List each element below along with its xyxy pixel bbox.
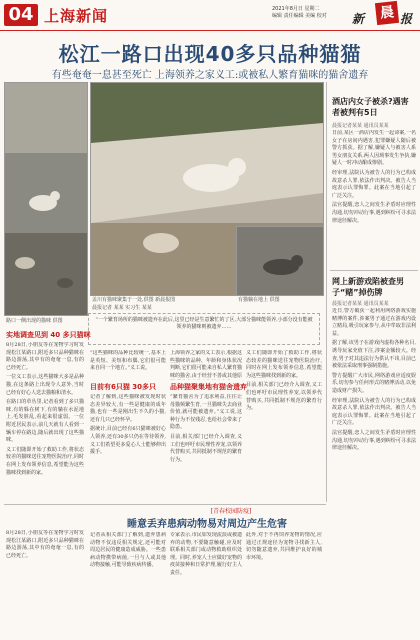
photo-cat-ground — [236, 226, 324, 296]
logo-right: 报 — [400, 12, 413, 26]
article-column-4 — [246, 350, 322, 502]
newspaper-logo — [352, 2, 416, 28]
dateline — [272, 6, 352, 20]
paragraph: 在路口的草丛里,记者看到了多只猫咪,有的躲在树下,有的躺在水泥地上,毛发脏乱,看起来很虚弱。一位附近居民表示,前几天就有人看到一辆车停在路边,随后就出现了这些猫咪。 — [6, 399, 84, 444]
bottom-headline: 睡意丢弃患病动物易对周边产生危害 — [127, 519, 287, 530]
col3-subtitle: 品种猫聚集地有猫舍遗弃 — [170, 383, 247, 391]
paragraph: “繁育猫舍为了追求利益,往往让母猫频繁生育,一旦猫咪失去商业价值,就可能被遗弃。”义工说,这种行为不仅残忍,也给社会带来了隐患。 — [170, 394, 242, 431]
side-story-2-author: 晨报记者某某 通讯员某某 — [332, 301, 389, 307]
paragraph: 一位义工表示,这些猫咪大多是品种猫,在这条路上出现令人意外,当时已经有好心人送去猫粮和清水。 — [6, 374, 84, 396]
article-column-1 — [6, 342, 84, 502]
photo-cats-street-image — [5, 83, 87, 315]
side-story-body — [332, 130, 416, 266]
bottom-column-2 — [90, 532, 166, 636]
photo1-caption: 路口一侧出现的猫咪 供图 — [6, 318, 63, 324]
photo2-caption: 盖川有猫咪聚集于一处,供图 新晨报图 — [92, 297, 176, 303]
paragraph: 8月28日,小朋友等在宠物学习时发现松江某路口,附近多只品种猫咪在路边游荡,其中有的奄奄一息,有的已经死亡。 — [6, 342, 84, 371]
paragraph: 目前,相关部门已经介入调查,义工们也呼吁市民理性养宠,以领养代替购买,共同抵制不规范的繁育行为。 — [246, 382, 322, 412]
paragraph: 法官提醒,恋人之间发生矛盾时应理性沟通,切勿冲动行事,遇到纠纷可寻求法律途径解决。 — [332, 202, 416, 224]
logo-left: 新 — [352, 12, 365, 26]
bottom-column-3 — [170, 532, 242, 636]
bottom-divider — [4, 504, 326, 505]
pull-quote: “一个繁育场所的猫咪被遗弃在此后,这里已经是生意繁忙的了区,大部分猫咪能领养,小部分没有能被领养的猫咪则被遗弃…… — [88, 313, 320, 345]
side-divider — [330, 270, 418, 271]
paragraph: 上海领养之家的义工表示,根据这些猫咪的品种、年龄和身体状况判断,它们很可能来自私人繁育猫咪的猫舍,由于经营不善或其他原 — [170, 350, 242, 379]
article-column-3 — [170, 394, 242, 502]
col2-subtitle: 目前有6只猫 30多只 — [90, 383, 157, 391]
paragraph: 记者从相关部门了解到,遗弃患病动物不仅违反相关规定,还可能对周边居民的健康造成威胁。一些患病动物携带病菌,一旦与人或其他动物接触,可能导致疾病传播。 — [90, 532, 166, 569]
paragraph: 经审理,法院认为被告人的行为已构成故意杀人罪,依法作出判决。被告人当庭表示认罪悔罪。此案在当地引起了广泛关注。 — [332, 169, 416, 199]
paragraph: 据了解,该男子在游戏内虚构各种名目,诱导玩家充值下注,涉案金额较大。经查,男子对其违法行为供认不讳,目前已被依法采取刑事强制措施。 — [332, 340, 416, 370]
paragraph: 日前,某区一酒店内发生一起命案,一名女子在房间内遇害,犯罪嫌疑人随后被警方抓获。据了解,嫌疑人与被害人系男女朋友关系,两人因琐事发生争执,嫌疑人一时冲动酿成惨剧。 — [332, 130, 416, 167]
side-story-2-body — [332, 308, 416, 636]
paragraph: 义工们随即开始了救助工作,将状态较差的猫咪送往宠物医院治疗,同时在网上发布领养信息,希望能为这些猫咪找到新的家。 — [246, 350, 322, 379]
column-divider — [326, 82, 327, 502]
paragraph: 警方提醒广大市民,网络游戏应适度娱乐,切勿参与任何形式的赌博活动,以免造成财产损失。 — [332, 372, 416, 394]
paragraph: 近日,警方破获一起利用网络游戏实施赌博的案件,涉案男子通过在游戏内设立赌局,吸引玩家参与,从中牟取非法利益。 — [332, 308, 416, 337]
article-column-2-top — [90, 350, 166, 380]
paragraph: “这些猫咪的品种比较统一,基本上是英短、美短和布偶,它们很可能来自同一个地方。”义工说。 — [90, 350, 166, 372]
logo-mid: 晨 — [375, 1, 399, 25]
lead-subtitle: 实地调查见到 40 多只猫咪 — [6, 331, 91, 339]
section-title: 上海新闻 — [44, 7, 109, 25]
side-story-author: 晨报记者某某 通讯员某某 — [332, 123, 389, 129]
article-column-2 — [90, 394, 166, 502]
paragraph: 此外,对于不再饲养宠物的情况,应通过正规途径为宠物寻找新主人,切勿随意遗弃,共同维护良好的城市环境。 — [246, 532, 322, 561]
bottom-column-1 — [6, 530, 84, 636]
main-subhead: 有些奄奄一息甚至死亡 上海领养之家义工:或被私人繁育猫咪的猫舍遗弃 — [51, 70, 369, 81]
paragraph: 经审理,法院认为被告人的行为已构成故意杀人罪,依法作出判决。被告人当庭表示认罪悔罪。此案在当地引起了广泛关注。 — [332, 397, 416, 427]
side-story-2-title: 网上新游戏陷被查男子“赌”掉伤牌 — [332, 277, 404, 297]
photo-cats-street — [4, 82, 88, 316]
paragraph: 专家表示,市民如发现流浪或被遗弃的动物,不要随意触碰,应及时联系相关部门或动物救助组织处理。同时,养宠人士应做好宠物的疫苗接种和日常护理,履行好主人责任。 — [170, 532, 242, 576]
photo-cat-ground-image — [237, 227, 323, 295]
paragraph: 据统计,目前已经有6只猫咪被好心人领养,还有30多只仍在等待领养,义工们希望更多爱心人士能够伸出援手。 — [90, 426, 166, 456]
side-story-title: 酒店内女子被杀?遇害者被判有5日 — [332, 97, 409, 117]
article-column-3-top — [170, 350, 242, 380]
paragraph: 记者了解到,这些猫咪被发现时状态差异较大,有一些是健康的成年猫,也有一些是刚出生不久的小猫,还有几只已经怀孕。 — [90, 394, 166, 423]
bottom-column-4 — [246, 532, 322, 636]
main-headline: 松江一路口出现40多只品种猫猫 — [58, 42, 362, 66]
paragraph: 义工们随即开始了救助工作,将状态较差的猫咪送往宠物医院治疗,同时在网上发布领养信息,希望能为这些猫咪找到新的家。 — [6, 446, 84, 476]
paragraph: 法官提醒,恋人之间发生矛盾时应理性沟通,切勿冲动行事,遇到纠纷可寻求法律途径解决。 — [332, 429, 416, 452]
editor-credits: 编辑 责任编辑 美编 校对 — [272, 13, 327, 19]
date-text: 2021年8月日 星期二 — [272, 6, 320, 12]
page-number: 04 — [4, 4, 38, 26]
byline: 晨报记者 某某 实习生 某某 — [92, 305, 152, 311]
paragraph: 8月28日,小朋友等在宠物学习时发现松江某路口,附近多只品种猫咪在路边游荡,其中有的奄奄一息,有的已经死亡。 — [6, 530, 84, 559]
paragraph: 目前,相关部门已经介入调查,义工们也呼吁市民理性养宠,以领养代替购买,共同抵制不规范的繁育行为。 — [170, 433, 242, 463]
bottom-tag: [青春校园防疫] — [210, 508, 252, 515]
photo3-caption: 有猫躺在地上 供图 — [238, 297, 280, 303]
